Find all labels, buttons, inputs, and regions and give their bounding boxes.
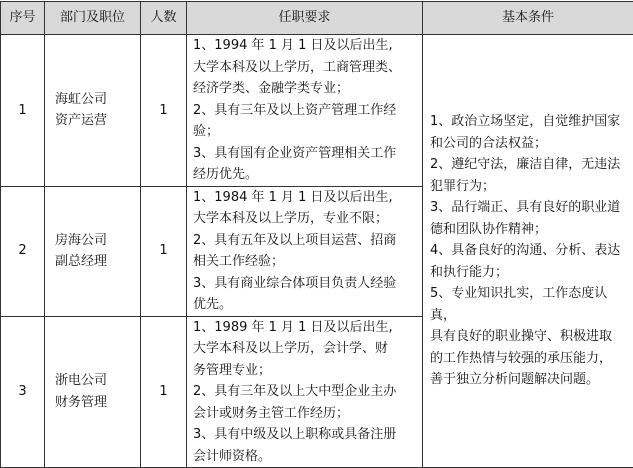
requirement-line: 2、具有三年及以上大中型企业主办 [193,381,418,403]
requirement-line: 2、具有三年及以上资产管理工作经 [193,100,418,122]
requirement-line: 1、1989 年 1 月 1 日及以后出生, [193,317,418,339]
condition-line: 的工作热情与较强的承压能力， [430,348,629,370]
requirement-line: 3、具有国有企业资产管理相关工作 [193,143,418,165]
requirement-line: 1、1984 年 1 月 1 日及以后出生, [193,187,418,209]
position-line: 财务管理 [55,392,135,414]
requirement-line: 大学本科及以上学历，专业不限； [193,208,418,230]
basic-conditions-cell [423,35,633,468]
position-line: 资产运营 [55,110,135,132]
header-req: 任职要求 [187,2,423,35]
row-number: 2 [1,186,45,316]
requirement-line: 务管理专业； [193,360,418,382]
condition-line: 犯罪行为； [430,176,629,198]
requirement-line: 会计师资格。 [193,446,418,468]
requirement-line: 经历优先。 [193,164,418,186]
condition-line: 善于独立分析问题解决问题。 [430,369,629,391]
job-requirements-table [0,1,633,468]
requirement-line: 经济学类、金融学类专业； [193,78,418,100]
condition-line: 2、遵纪守法，廉洁自律，无违法 [430,154,629,176]
condition-line: 3、品行端正、具有良好的职业道 [430,197,629,219]
header-row [1,2,633,35]
requirements-cell [187,186,423,316]
row-number: 1 [1,35,45,187]
department-line: 海虹公司 [55,89,135,111]
headcount: 1 [141,186,187,316]
condition-line: 德和团队协作精神； [430,219,629,241]
department-line: 房海公司 [55,230,135,252]
department-position [45,35,141,187]
headcount: 1 [141,35,187,187]
condition-line: 具有良好的职业操守、积极进取 [430,326,629,348]
department-position [45,186,141,316]
requirements-cell [187,35,423,187]
requirement-line: 3、具有中级及以上职称或具备注册 [193,424,418,446]
condition-line: 和公司的合法权益； [430,133,629,155]
requirement-line: 相关工作经验； [193,251,418,273]
requirement-line: 大学本科及以上学历，工商管理类、 [193,57,418,79]
requirement-line: 3、具有商业综合体项目负责人经验 [193,273,418,295]
requirement-line: 1、1994 年 1 月 1 日及以后出生, [193,35,418,57]
headcount: 1 [141,316,187,468]
header-count: 人数 [141,2,187,35]
requirement-line: 2、具有五年及以上项目运营、招商 [193,230,418,252]
requirement-line: 大学本科及以上学历，会计学、财 [193,338,418,360]
requirement-line: 验； [193,121,418,143]
condition-line: 1、政治立场坚定，自觉维护国家 [430,111,629,133]
header-basic: 基本条件 [423,2,633,35]
condition-line: 4、具备良好的沟通、分析、表达 [430,240,629,262]
position-line: 副总经理 [55,251,135,273]
requirement-line: 优先。 [193,294,418,316]
header-num: 序号 [1,2,45,35]
department-line: 浙电公司 [55,370,135,392]
row-number: 3 [1,316,45,468]
condition-line: 和执行能力； [430,262,629,284]
condition-line: 5、专业知识扎实，工作态度认真， [430,283,629,326]
department-position [45,316,141,468]
header-dept: 部门及职位 [45,2,141,35]
table-row [1,35,633,187]
requirements-cell [187,316,423,468]
requirement-line: 会计或财务主管工作经历； [193,403,418,425]
